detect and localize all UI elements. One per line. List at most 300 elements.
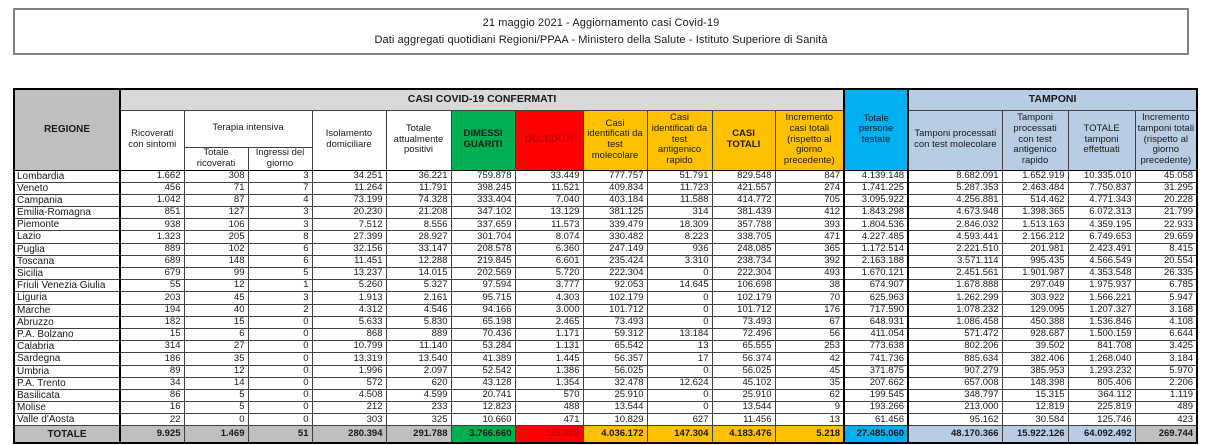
value-cell: 393 <box>775 219 844 231</box>
region-name: Valle d'Aosta <box>14 414 120 426</box>
value-cell: 3.168 <box>1135 304 1197 316</box>
value-cell: 625.963 <box>844 292 908 304</box>
value-cell: 8.682.091 <box>908 170 1002 182</box>
value-cell: 339.479 <box>583 219 647 231</box>
value-cell: 55 <box>120 280 184 292</box>
value-cell: 27 <box>184 341 248 353</box>
region-name: Campania <box>14 194 120 206</box>
value-cell: 1.086.458 <box>908 316 1002 328</box>
column-header-tamponi-molecolare: Tamponi processati con test molecolare <box>908 110 1002 170</box>
value-cell: 20.554 <box>1135 255 1197 267</box>
value-cell: 53.284 <box>451 341 515 353</box>
value-cell: 148.398 <box>1002 377 1068 389</box>
value-cell: 348.797 <box>908 389 1002 401</box>
value-cell: 2 <box>248 304 312 316</box>
table-row <box>14 414 1197 426</box>
value-cell: 847 <box>775 170 844 182</box>
value-cell: 212 <box>312 402 386 414</box>
value-cell: 2.097 <box>386 365 451 377</box>
value-cell: 471 <box>515 414 583 426</box>
totals-value-cell: 1.469 <box>184 426 248 443</box>
covid-data-table <box>13 88 1198 444</box>
value-cell: 2.156.212 <box>1002 231 1068 243</box>
region-name: Liguria <box>14 292 120 304</box>
value-cell: 0 <box>248 328 312 340</box>
region-name: Toscana <box>14 255 120 267</box>
value-cell: 412 <box>775 207 844 219</box>
totals-label: TOTALE <box>14 426 120 443</box>
totals-value-cell: 291.788 <box>386 426 451 443</box>
value-cell: 1.445 <box>515 353 583 365</box>
value-cell: 938 <box>120 219 184 231</box>
value-cell: 689 <box>120 255 184 267</box>
value-cell: 35 <box>184 353 248 365</box>
value-cell: 572 <box>312 377 386 389</box>
table-row <box>14 304 1197 316</box>
value-cell: 1.566.221 <box>1068 292 1135 304</box>
value-cell: 6.644 <box>1135 328 1197 340</box>
value-cell: 11.264 <box>312 182 386 194</box>
value-cell: 34.251 <box>312 170 386 182</box>
column-header-incremento-tamponi: Incremento tamponi totali (rispetto al giorno precedente) <box>1135 110 1197 170</box>
value-cell: 3 <box>248 219 312 231</box>
value-cell: 3.000 <box>515 304 583 316</box>
value-cell: 97.594 <box>451 280 515 292</box>
value-cell: 371.875 <box>844 365 908 377</box>
value-cell: 1.119 <box>1135 389 1197 401</box>
value-cell: 56.357 <box>583 353 647 365</box>
value-cell: 182 <box>120 316 184 328</box>
value-cell: 648.931 <box>844 316 908 328</box>
region-name: Sicilia <box>14 268 120 280</box>
value-cell: 74.328 <box>386 194 451 206</box>
value-cell: 674.907 <box>844 280 908 292</box>
value-cell: 127 <box>184 207 248 219</box>
value-cell: 4.593.441 <box>908 231 1002 243</box>
value-cell: 0 <box>248 414 312 426</box>
value-cell: 330.482 <box>583 231 647 243</box>
value-cell: 314 <box>120 341 184 353</box>
value-cell: 3.425 <box>1135 341 1197 353</box>
value-cell: 10.660 <box>451 414 515 426</box>
value-cell: 403.184 <box>583 194 647 206</box>
table-row <box>14 365 1197 377</box>
value-cell: 16 <box>120 402 184 414</box>
value-cell: 65.198 <box>451 316 515 328</box>
value-cell: 15 <box>184 316 248 328</box>
value-cell: 3.184 <box>1135 353 1197 365</box>
value-cell: 8.415 <box>1135 243 1197 255</box>
value-cell: 928.687 <box>1002 328 1068 340</box>
value-cell: 4.359.195 <box>1068 219 1135 231</box>
value-cell: 357.788 <box>712 219 775 231</box>
value-cell: 13.540 <box>386 353 451 365</box>
totals-value-cell: 51 <box>248 426 312 443</box>
totals-value-cell: 280.394 <box>312 426 386 443</box>
value-cell: 705 <box>775 194 844 206</box>
region-name: P.A. Trento <box>14 377 120 389</box>
value-cell: 4.227.485 <box>844 231 908 243</box>
table-row <box>14 316 1197 328</box>
value-cell: 235.424 <box>583 255 647 267</box>
value-cell: 15.315 <box>1002 389 1068 401</box>
value-cell: 570 <box>515 389 583 401</box>
value-cell: 4.673.948 <box>908 207 1002 219</box>
table-header <box>14 89 1197 170</box>
region-name: Basilicata <box>14 389 120 401</box>
value-cell: 1.843.298 <box>844 207 908 219</box>
value-cell: 13.237 <box>312 268 386 280</box>
value-cell: 1.741.225 <box>844 182 908 194</box>
value-cell: 1.078.232 <box>908 304 1002 316</box>
value-cell: 39.502 <box>1002 341 1068 353</box>
value-cell: 3 <box>248 292 312 304</box>
value-cell: 32.156 <box>312 243 386 255</box>
value-cell: 1.652.919 <box>1002 170 1068 182</box>
value-cell: 851 <box>120 207 184 219</box>
value-cell: 3.571.114 <box>908 255 1002 267</box>
value-cell: 2.423.491 <box>1068 243 1135 255</box>
value-cell: 86 <box>120 389 184 401</box>
value-cell: 7.512 <box>312 219 386 231</box>
value-cell: 2.206 <box>1135 377 1197 389</box>
region-name: P.A. Bolzano <box>14 328 120 340</box>
value-cell: 364.112 <box>1068 389 1135 401</box>
report-title-line1: 21 maggio 2021 - Aggiornamento casi Covid-19 <box>482 16 720 29</box>
value-cell: 61.456 <box>844 414 908 426</box>
value-cell: 33.147 <box>386 243 451 255</box>
value-cell: 45.058 <box>1135 170 1197 182</box>
value-cell: 34 <box>120 377 184 389</box>
value-cell: 456 <box>120 182 184 194</box>
value-cell: 0 <box>248 402 312 414</box>
region-name: Piemonte <box>14 219 120 231</box>
value-cell: 802.206 <box>908 341 1002 353</box>
value-cell: 28.927 <box>386 231 451 243</box>
value-cell: 14.015 <box>386 268 451 280</box>
value-cell: 6 <box>184 328 248 340</box>
value-cell: 73.493 <box>712 316 775 328</box>
value-cell: 213.000 <box>908 402 1002 414</box>
region-name: Friuli Venezia Giulia <box>14 280 120 292</box>
value-cell: 657.008 <box>908 377 1002 389</box>
value-cell: 885.634 <box>908 353 1002 365</box>
value-cell: 56.374 <box>712 353 775 365</box>
value-cell: 62 <box>775 389 844 401</box>
value-cell: 94.166 <box>451 304 515 316</box>
value-cell: 33.449 <box>515 170 583 182</box>
value-cell: 717.590 <box>844 304 908 316</box>
value-cell: 56.025 <box>712 365 775 377</box>
value-cell: 0 <box>248 365 312 377</box>
value-cell: 5.947 <box>1135 292 1197 304</box>
value-cell: 0 <box>248 353 312 365</box>
table-row <box>14 182 1197 194</box>
value-cell: 17 <box>647 353 712 365</box>
value-cell: 0 <box>248 389 312 401</box>
value-cell: 759.878 <box>451 170 515 182</box>
value-cell: 26.335 <box>1135 268 1197 280</box>
value-cell: 2.465 <box>515 316 583 328</box>
value-cell: 106.698 <box>712 280 775 292</box>
value-cell: 571.472 <box>908 328 1002 340</box>
table-footer <box>14 426 1197 443</box>
column-header-deceduti: DECEDUTI <box>515 110 583 170</box>
value-cell: 5 <box>184 389 248 401</box>
value-cell: 0 <box>647 292 712 304</box>
value-cell: 29.659 <box>1135 231 1197 243</box>
value-cell: 125.746 <box>1068 414 1135 426</box>
value-cell: 202.569 <box>451 268 515 280</box>
value-cell: 2.161 <box>386 292 451 304</box>
value-cell: 7.750.837 <box>1068 182 1135 194</box>
value-cell: 99 <box>184 268 248 280</box>
value-cell: 5.287.353 <box>908 182 1002 194</box>
value-cell: 8.074 <box>515 231 583 243</box>
value-cell: 3.095.922 <box>844 194 908 206</box>
value-cell: 1.262.299 <box>908 292 1002 304</box>
value-cell: 0 <box>248 316 312 328</box>
totals-value-cell: 147.304 <box>647 426 712 443</box>
value-cell: 41.389 <box>451 353 515 365</box>
value-cell: 45.102 <box>712 377 775 389</box>
value-cell: 1 <box>248 280 312 292</box>
value-cell: 829.548 <box>712 170 775 182</box>
region-name: Veneto <box>14 182 120 194</box>
value-cell: 423 <box>1135 414 1197 426</box>
value-cell: 13.544 <box>583 402 647 414</box>
totals-value-cell: 269.744 <box>1135 426 1197 443</box>
value-cell: 1.901.987 <box>1002 268 1068 280</box>
band-header-casi-confermati: CASI COVID-19 CONFERMATI <box>120 89 844 110</box>
value-cell: 0 <box>647 389 712 401</box>
value-cell: 6.749.653 <box>1068 231 1135 243</box>
value-cell: 14.645 <box>647 280 712 292</box>
region-name: Molise <box>14 402 120 414</box>
value-cell: 25.910 <box>583 389 647 401</box>
value-cell: 67 <box>775 316 844 328</box>
value-cell: 5 <box>248 268 312 280</box>
value-cell: 12 <box>184 280 248 292</box>
value-cell: 56.025 <box>583 365 647 377</box>
value-cell: 4.303 <box>515 292 583 304</box>
value-cell: 5.970 <box>1135 365 1197 377</box>
value-cell: 9 <box>775 402 844 414</box>
value-cell: 15 <box>120 328 184 340</box>
value-cell: 841.708 <box>1068 341 1135 353</box>
value-cell: 1.536.846 <box>1068 316 1135 328</box>
value-cell: 11.588 <box>647 194 712 206</box>
value-cell: 1.042 <box>120 194 184 206</box>
value-cell: 3 <box>248 170 312 182</box>
value-cell: 868 <box>312 328 386 340</box>
region-name: Lombardia <box>14 170 120 182</box>
value-cell: 70.436 <box>451 328 515 340</box>
value-cell: 385.953 <box>1002 365 1068 377</box>
column-header-ingressi-giorno: Ingressi del giorno <box>248 147 312 170</box>
value-cell: 207.662 <box>844 377 908 389</box>
value-cell: 2.463.484 <box>1002 182 1068 194</box>
value-cell: 1.500.159 <box>1068 328 1135 340</box>
value-cell: 13.544 <box>712 402 775 414</box>
report-page <box>13 8 1198 444</box>
column-header-ricoverati: Ricoverati con sintomi <box>120 110 184 170</box>
value-cell: 4.139.148 <box>844 170 908 182</box>
value-cell: 1.268.040 <box>1068 353 1135 365</box>
table-row <box>14 292 1197 304</box>
value-cell: 392 <box>775 255 844 267</box>
value-cell: 1.975.937 <box>1068 280 1135 292</box>
totals-value-cell: 48.170.366 <box>908 426 1002 443</box>
value-cell: 381.125 <box>583 207 647 219</box>
value-cell: 20.228 <box>1135 194 1197 206</box>
value-cell: 35 <box>775 377 844 389</box>
value-cell: 4.508 <box>312 389 386 401</box>
region-name: Lazio <box>14 231 120 243</box>
value-cell: 381.439 <box>712 207 775 219</box>
value-cell: 5.633 <box>312 316 386 328</box>
region-name: Marche <box>14 304 120 316</box>
table-row <box>14 194 1197 206</box>
value-cell: 32.478 <box>583 377 647 389</box>
region-name: Emilia-Romagna <box>14 207 120 219</box>
value-cell: 73.199 <box>312 194 386 206</box>
value-cell: 1.996 <box>312 365 386 377</box>
value-cell: 0 <box>248 377 312 389</box>
table-row <box>14 328 1197 340</box>
value-cell: 6 <box>248 243 312 255</box>
value-cell: 70 <box>775 292 844 304</box>
region-name: Sardegna <box>14 353 120 365</box>
value-cell: 21.799 <box>1135 207 1197 219</box>
value-cell: 193.266 <box>844 402 908 414</box>
value-cell: 18.309 <box>647 219 712 231</box>
value-cell: 6 <box>248 255 312 267</box>
value-cell: 0 <box>647 304 712 316</box>
table-row <box>14 243 1197 255</box>
value-cell: 398.245 <box>451 182 515 194</box>
value-cell: 65.555 <box>712 341 775 353</box>
value-cell: 333.404 <box>451 194 515 206</box>
value-cell: 12.288 <box>386 255 451 267</box>
value-cell: 102 <box>184 243 248 255</box>
value-cell: 0 <box>647 365 712 377</box>
value-cell: 186 <box>120 353 184 365</box>
value-cell: 805.406 <box>1068 377 1135 389</box>
value-cell: 205 <box>184 231 248 243</box>
value-cell: 2.451.561 <box>908 268 1002 280</box>
value-cell: 95.162 <box>908 414 1002 426</box>
value-cell: 1.131 <box>515 341 583 353</box>
value-cell: 4.599 <box>386 389 451 401</box>
value-cell: 11.456 <box>712 414 775 426</box>
table-row <box>14 170 1197 182</box>
value-cell: 3 <box>248 207 312 219</box>
value-cell: 2.163.188 <box>844 255 908 267</box>
table-row <box>14 231 1197 243</box>
value-cell: 4.312 <box>312 304 386 316</box>
value-cell: 11.140 <box>386 341 451 353</box>
value-cell: 11.573 <box>515 219 583 231</box>
value-cell: 889 <box>120 243 184 255</box>
totals-value-cell: 15.922.126 <box>1002 426 1068 443</box>
value-cell: 6.601 <box>515 255 583 267</box>
region-name: Abruzzo <box>14 316 120 328</box>
value-cell: 11.451 <box>312 255 386 267</box>
value-cell: 25.910 <box>712 389 775 401</box>
table-row <box>14 341 1197 353</box>
value-cell: 102.179 <box>712 292 775 304</box>
value-cell: 411.054 <box>844 328 908 340</box>
value-cell: 51.791 <box>647 170 712 182</box>
value-cell: 8.556 <box>386 219 451 231</box>
value-cell: 1.513.163 <box>1002 219 1068 231</box>
value-cell: 38 <box>775 280 844 292</box>
table-row <box>14 377 1197 389</box>
value-cell: 5.327 <box>386 280 451 292</box>
value-cell: 493 <box>775 268 844 280</box>
value-cell: 936 <box>647 243 712 255</box>
column-header-tamponi-antigenico: Tamponi processati con test antigenico rapido <box>1002 110 1068 170</box>
value-cell: 65.542 <box>583 341 647 353</box>
value-cell: 450.388 <box>1002 316 1068 328</box>
value-cell: 203 <box>120 292 184 304</box>
value-cell: 995.435 <box>1002 255 1068 267</box>
value-cell: 514.462 <box>1002 194 1068 206</box>
band-header-tamponi: TAMPONI <box>908 89 1197 110</box>
value-cell: 4.771.343 <box>1068 194 1135 206</box>
table-body <box>14 170 1197 426</box>
value-cell: 42 <box>775 353 844 365</box>
value-cell: 1.293.232 <box>1068 365 1135 377</box>
value-cell: 5.830 <box>386 316 451 328</box>
totals-value-cell: 5.218 <box>775 426 844 443</box>
value-cell: 10.829 <box>583 414 647 426</box>
value-cell: 1.678.888 <box>908 280 1002 292</box>
value-cell: 409.834 <box>583 182 647 194</box>
table-row <box>14 353 1197 365</box>
value-cell: 1.172.514 <box>844 243 908 255</box>
column-header-dimessi-guariti: DIMESSI GUARITI <box>451 110 515 170</box>
value-cell: 95.715 <box>451 292 515 304</box>
value-cell: 627 <box>647 414 712 426</box>
value-cell: 225.819 <box>1068 402 1135 414</box>
totals-value-cell: 4.183.476 <box>712 426 775 443</box>
value-cell: 89 <box>120 365 184 377</box>
value-cell: 1.323 <box>120 231 184 243</box>
value-cell: 889 <box>386 328 451 340</box>
value-cell: 414.772 <box>712 194 775 206</box>
value-cell: 777.757 <box>583 170 647 182</box>
column-header-casi-molecolare: Casi identificati da test molecolare <box>583 110 647 170</box>
totals-row <box>14 426 1197 443</box>
value-cell: 4.546 <box>386 304 451 316</box>
value-cell: 12.819 <box>1002 402 1068 414</box>
value-cell: 45 <box>775 365 844 377</box>
totals-value-cell: 3.766.660 <box>451 426 515 443</box>
value-cell: 36.221 <box>386 170 451 182</box>
value-cell: 238.734 <box>712 255 775 267</box>
value-cell: 1.804.536 <box>844 219 908 231</box>
value-cell: 52.542 <box>451 365 515 377</box>
value-cell: 7 <box>248 182 312 194</box>
value-cell: 10.799 <box>312 341 386 353</box>
value-cell: 325 <box>386 414 451 426</box>
value-cell: 13.184 <box>647 328 712 340</box>
region-name: Umbria <box>14 365 120 377</box>
column-header-regione: REGIONE <box>14 89 120 170</box>
value-cell: 303.922 <box>1002 292 1068 304</box>
